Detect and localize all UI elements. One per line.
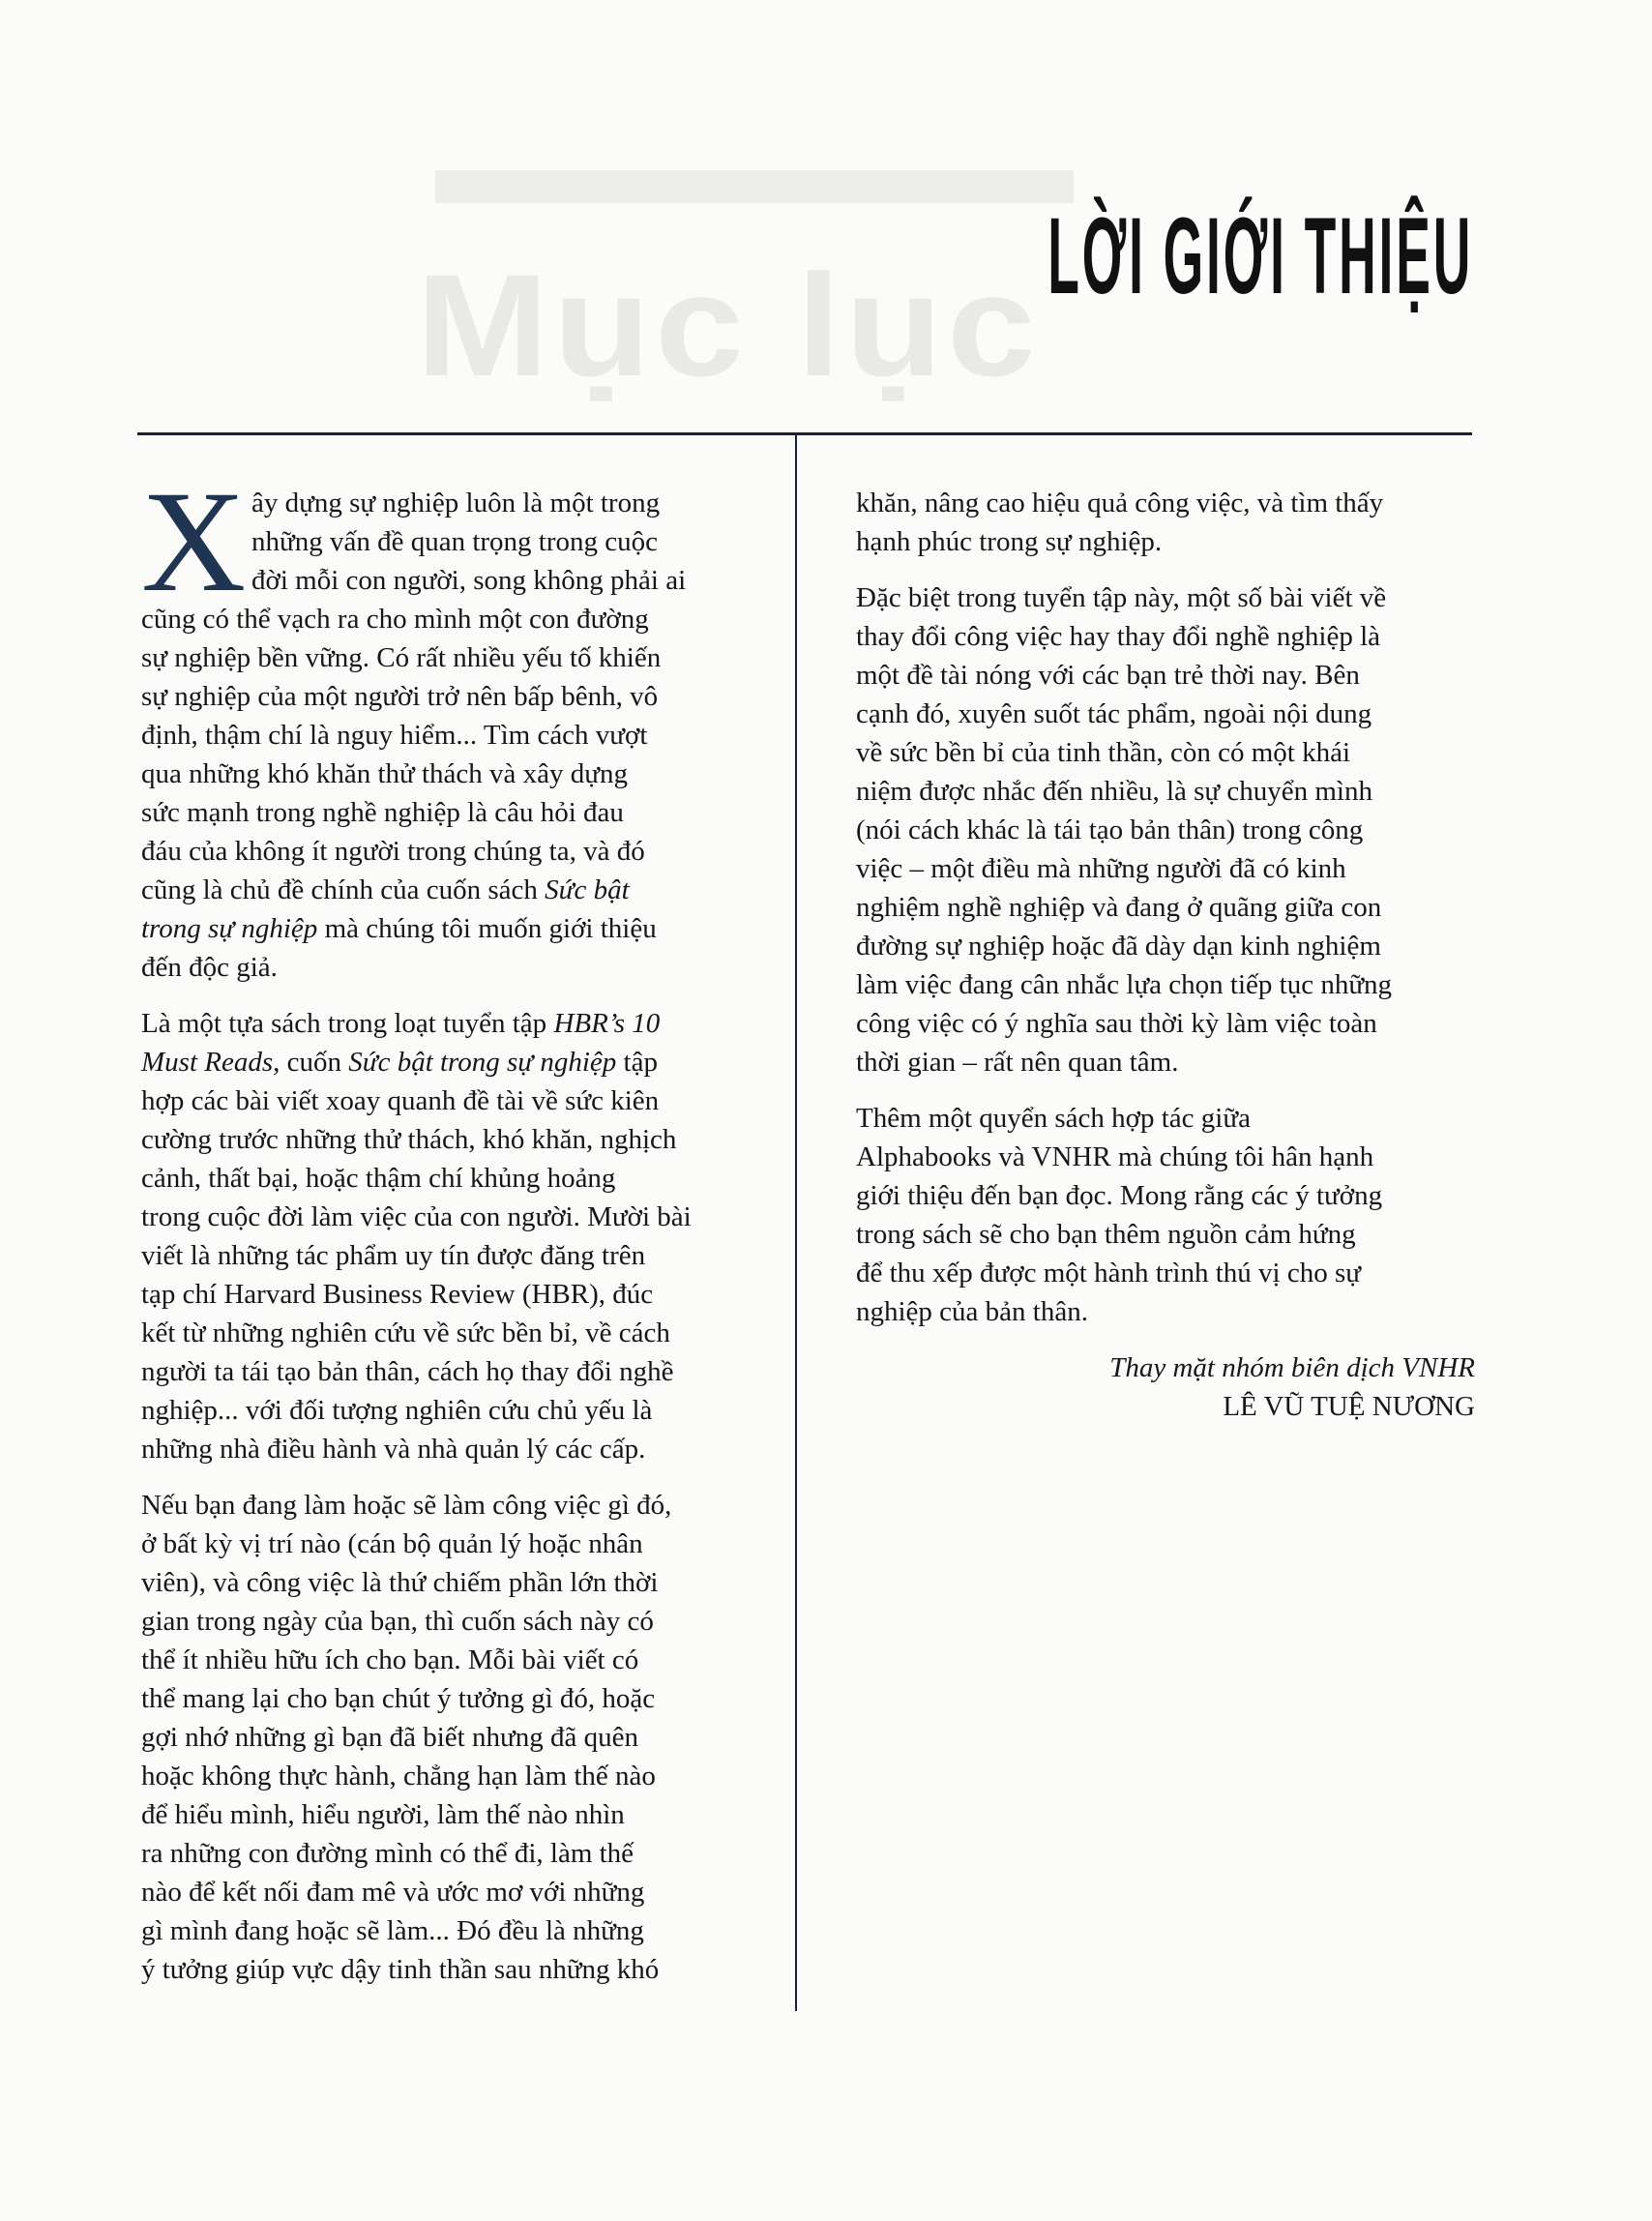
text-line [141,1757,780,1795]
text-line [141,1641,780,1679]
text: cuốn [280,1047,349,1078]
text: tập [616,1047,658,1078]
text-line [856,1176,1475,1215]
text: gợi nhớ những gì bạn đã biết nhưng đã quên [141,1722,638,1753]
title-rule [137,432,1472,435]
text: Là một tựa sách trong loạt tuyển tập [141,1008,554,1039]
text-line [856,1043,1475,1081]
text: viết là những tác phẩm uy tín được đăng trên [141,1240,646,1271]
text: đáu của không ít người trong chúng ta, và đó [141,836,645,867]
text-line [141,677,780,716]
text: cạnh đó, xuyên suốt tác phẩm, ngoài nội dung [856,698,1372,729]
text-line [141,561,780,600]
text: ra những con đường mình có thể đi, làm thế [141,1838,634,1869]
text-line [141,755,780,793]
right-paragraphs [856,484,1475,1331]
text-line [141,1718,780,1757]
text: sự nghiệp bền vững. Có rất nhiều yếu tố khiến [141,642,662,673]
text-line [141,1275,780,1314]
paragraph [141,461,780,987]
text-line [141,1911,780,1950]
text-line [141,1525,780,1563]
text-line [856,578,1475,617]
text-line [141,909,780,948]
text: sức mạnh trong nghề nghiệp là câu hỏi đau [141,797,624,828]
text-line [856,522,1475,561]
italic-text: Must Reads, [141,1047,280,1078]
text: đời mỗi con người, song không phải ai [251,565,687,596]
text-line [141,1352,780,1391]
italic-text: HBR’s 10 [553,1008,661,1039]
text-line [141,1795,780,1834]
text-line [141,1081,780,1120]
text: cảnh, thất bại, hoặc thậm chí khủng hoảng [141,1163,616,1194]
text: mà chúng tôi muốn giới thiệu [317,913,657,944]
text: trong sách sẽ cho bạn thêm nguồn cảm hứng [856,1219,1356,1250]
text: tạp chí Harvard Business Review (HBR), đúc [141,1279,654,1310]
text: công việc có ý nghĩa sau thời kỳ làm việc toàn [856,1008,1377,1039]
text-line [141,871,780,909]
text-line [856,927,1475,965]
text: thời gian – rất nên quan tâm. [856,1047,1179,1078]
right-column [856,484,1475,1426]
text-line [141,1486,780,1525]
text-line [141,1602,780,1641]
text-line [141,1159,780,1198]
text-line [141,1043,780,1081]
text: (nói cách khác là tái tạo bản thân) trong công [856,814,1364,845]
text: đến độc giả. [141,952,278,983]
text: hợp các bài viết xoay quanh đề tài về sức kiên [141,1085,660,1116]
text-line [856,1099,1475,1138]
drop-cap: X [141,461,247,622]
text: việc – một điều mà những người đã có kinh [856,853,1346,884]
paragraph [856,484,1475,561]
bleed-through-bar [435,170,1074,203]
text: một đề tài nóng với các bạn trẻ thời nay. Bên [856,660,1360,691]
paragraph [141,1004,780,1468]
text-line [856,484,1475,522]
text: gì mình đang hoặc sẽ làm... Đó đều là những [141,1915,644,1946]
left-column [141,461,780,2006]
text: cường trước những thử thách, khó khăn, nghịch [141,1124,677,1155]
text: Nếu bạn đang làm hoặc sẽ làm công việc gì đó, [141,1490,672,1521]
text-line [856,1254,1475,1292]
text-line [141,1236,780,1275]
text: khăn, nâng cao hiệu quả công việc, và tìm thấy [856,488,1384,518]
text: những vấn đề quan trọng trong cuộc [251,526,659,557]
text-line [141,1391,780,1430]
text: để hiểu mình, hiểu người, làm thế nào nhìn [141,1799,625,1830]
paragraph [141,1486,780,1989]
text: ý tưởng giúp vực dậy tinh thần sau những khó [141,1954,660,1985]
text-line [141,1004,780,1043]
text-line [141,832,780,871]
text: thể mang lại cho bạn chút ý tưởng gì đó, hoặc [141,1683,656,1714]
text: gian trong ngày của bạn, thì cuốn sách này có [141,1606,654,1637]
text-line [141,638,780,677]
text-line [141,1950,780,1989]
text: thể ít nhiều hữu ích cho bạn. Mỗi bài viết có [141,1644,639,1675]
text-line [141,1314,780,1352]
text: niệm được nhắc đến nhiều, là sự chuyển mình [856,776,1372,807]
text-line [856,733,1475,772]
signature-name: LÊ VŨ TUỆ NƯƠNG [1223,1391,1475,1422]
text: ở bất kỳ vị trí nào (cán bộ quản lý hoặc nhân [141,1528,643,1559]
column-divider [795,434,797,2011]
text-line [141,600,780,638]
text: người ta tái tạo bản thân, cách họ thay đổi nghề [141,1356,674,1387]
text: nghiệp của bản thân. [856,1296,1088,1327]
text-line [141,1198,780,1236]
text-line [141,1120,780,1159]
text: để thu xếp được một hành trình thú vị cho sự [856,1258,1361,1288]
text: thay đổi công việc hay thay đổi nghề nghiệp là [856,621,1380,652]
text: Alphabooks và VNHR mà chúng tôi hân hạnh [856,1141,1374,1172]
paragraph [856,1099,1475,1331]
text: về sức bền bỉ của tinh thần, còn có một khái [856,737,1350,768]
text-line [141,716,780,755]
text-line [856,695,1475,733]
text: cũng có thể vạch ra cho mình một con đường [141,604,649,635]
text: nào để kết nối đam mê và ước mơ với những [141,1877,645,1908]
text: viên), và công việc là thứ chiếm phần lớn thời [141,1567,659,1598]
text-line [141,522,780,561]
text-line [856,617,1475,656]
text-line [856,965,1475,1004]
text-line [141,1834,780,1873]
text: hoặc không thực hành, chẳng hạn làm thế nào [141,1761,656,1792]
bleed-through-heading: Mục lục [416,244,1041,406]
text: những nhà điều hành và nhà quản lý các cấp. [141,1434,646,1465]
text-line [856,1292,1475,1331]
text-line [141,1430,780,1468]
signature-on-behalf: Thay mặt nhóm biên dịch VNHR [1109,1352,1475,1383]
text: Đặc biệt trong tuyển tập này, một số bài viết về [856,582,1387,613]
text-line [856,1215,1475,1254]
italic-text: trong sự nghiệp [141,913,318,944]
text: giới thiệu đến bạn đọc. Mong rằng các ý tưởng [856,1180,1383,1211]
text-line [141,793,780,832]
text-line [856,1138,1475,1176]
text: định, thậm chí là nguy hiểm... Tìm cách vượt [141,720,648,751]
text: nghiệm nghề nghiệp và đang ở quãng giữa con [856,892,1382,923]
text-line [856,1004,1475,1043]
text: hạnh phúc trong sự nghiệp. [856,526,1163,557]
paragraph [856,578,1475,1081]
text: cũng là chủ đề chính của cuốn sách [141,874,546,905]
text-line [141,1563,780,1602]
text-line [856,888,1475,927]
text: Thêm một quyển sách hợp tác giữa [856,1103,1251,1134]
text-line [856,811,1475,849]
text-line [141,1679,780,1718]
italic-text: Sức bật trong sự nghiệp [348,1047,617,1078]
text: kết từ những nghiên cứu về sức bền bỉ, về cách [141,1318,670,1348]
text: đường sự nghiệp hoặc đã dày dạn kinh nghiệm [856,931,1381,962]
text: làm việc đang cân nhắc lựa chọn tiếp tục những [856,969,1393,1000]
text-line [141,1873,780,1911]
signature [856,1348,1475,1426]
text: qua những khó khăn thử thách và xây dựng [141,758,628,789]
page-title: LỜI GIỚI THIỆU [1047,195,1473,316]
italic-text: Sức bật [545,874,630,905]
text: nghiệp... với đối tượng nghiên cứu chủ yếu là [141,1395,653,1426]
text-line [856,656,1475,695]
text-line [141,948,780,987]
text: trong cuộc đời làm việc của con người. Mười bài [141,1201,692,1232]
text: ây dựng sự nghiệp luôn là một trong [251,488,661,518]
text: sự nghiệp của một người trở nên bấp bênh, vô [141,681,659,712]
text-line [856,849,1475,888]
text-line [856,772,1475,811]
text-line [141,484,780,522]
